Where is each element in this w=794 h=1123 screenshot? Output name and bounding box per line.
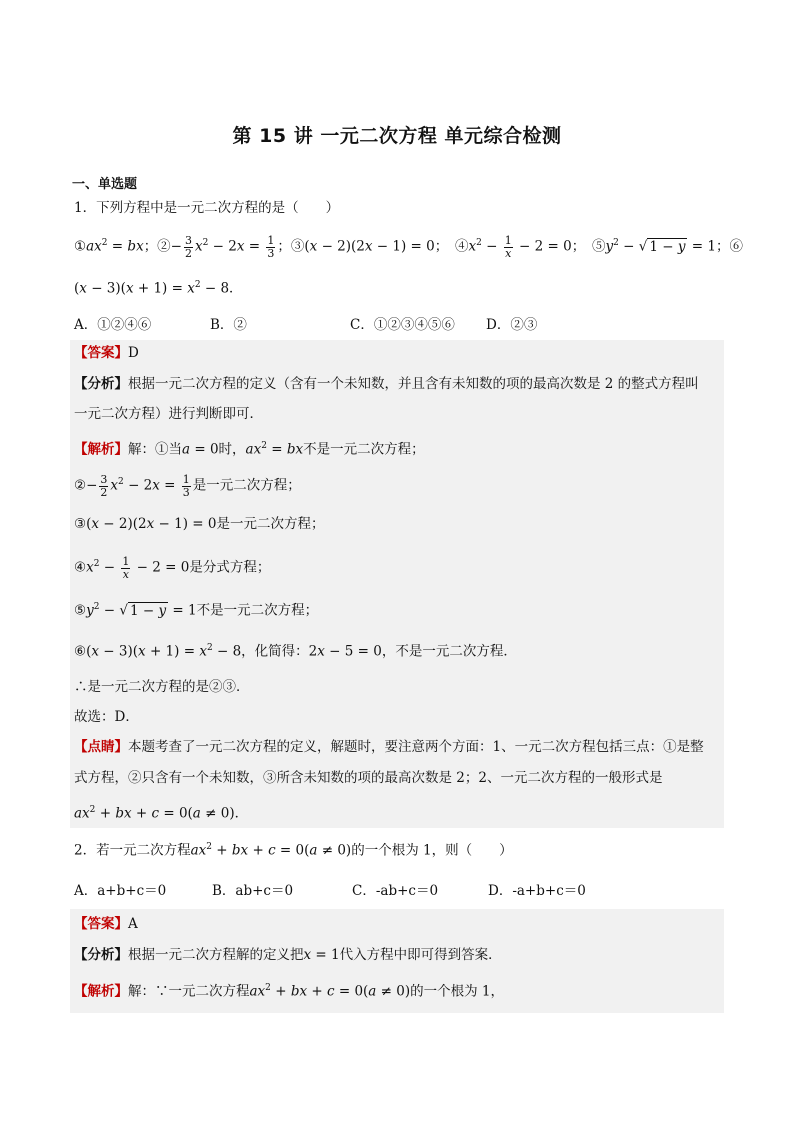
analysis-tag: 【分析】 [74,947,128,963]
q1-solution-1: 【解析】解：①当a = 0时，$ax^2$ = bx不是一元二次方程； [74,441,425,458]
q1-equations-line-2: $(x - 3)(x + 1) = x^2 - 8$． [74,280,243,297]
q2-option-c[interactable]: C．-ab+c＝0 [352,883,439,899]
q1-solution-6: ⑥(x − $3)(x + 1) = x^2 - 8$，化简得：2x − 5 = 0，不是一元二次方程． [74,643,517,660]
q1-analysis-1 [74,374,699,394]
q1-options [74,313,537,333]
q1-solution-2: ②− $\frac{3}{2}$ $x^2 - 2x$ = $\frac{1}{3}$ 是一元二次方程； [74,472,301,499]
solution-pre: 解：∵一元二次方程 [128,983,250,1000]
q1-stem: 1．下列方程中是一元二次方程的是（ ） [74,200,340,216]
q2-analysis: 【分析】根据一元二次方程解的定义把x = 1代入方程中即可得到答案． [74,947,502,963]
q2-option-d[interactable]: D．-a+b+c＝0 [488,883,586,899]
comment-3-tail: ． [234,805,249,822]
s2-tail: 是一元二次方程； [192,477,301,494]
q1-answer [74,343,139,363]
q1-solution-4: $④x^2$ − $\frac{1}{x}$ − 2 = 0是分式方程； [74,554,271,581]
analysis-post: 代入方程中即可得到答案． [339,947,502,963]
q2-stem-pre: 2．若一元二次方程 [74,842,191,859]
q1-comment-2: 式方程，②只含有一个未知数，③所含未知数的项的最高次数是 2；2、一元二次方程的一般形式是 [74,770,663,786]
solution-post: 的一个根为 1， [410,983,504,1000]
q2-answer-block [70,909,724,1013]
q1-comment-1 [74,737,704,757]
s5-tail: 不是一元二次方程； [196,602,319,619]
s3-tail: 是一元二次方程； [216,516,325,532]
comment-text-1: 本题考查了一元二次方程的定义，解题时，要注意两个方面：1、一元二次方程包括三点：①是整 [128,739,704,755]
q1-option-d[interactable]: D．②③ [486,317,538,333]
q1-comment-3: $ax^2$ + bx + c = 0(a ≠ 0)． [74,805,249,822]
q2-option-b[interactable]: B．ab+c＝0 [212,883,294,899]
answer-tag: 【答案】 [74,916,128,932]
q1-analysis-2: 一元二次方程）进行判断即可． [74,406,263,422]
q2-solution: 【解析】解：∵一元二次方程$ax^2$ + bx + c = 0(a ≠ 0)的一个根为 1， [74,983,504,1000]
q1-choice: 故选：D． [74,709,139,725]
answer-value: A [128,916,138,932]
analysis-tag: 【分析】 [74,376,128,392]
q2-option-a[interactable]: A．a+b+c＝0 [74,883,167,899]
q1-option-a[interactable]: A．①②④⑥ [74,317,152,333]
q2-options [74,879,586,899]
q2-stem: 2．若一元二次方程$ax^2$ + bx + c = 0(a ≠ 0)的一个根为 1，则（ ） [74,842,513,859]
comment-tag: 【点睛】 [74,739,128,755]
s1-tail: 不是一元二次方程； [303,441,425,458]
answer-value: D [128,345,139,361]
q1-option-b[interactable]: B．② [210,317,247,333]
solution-intro: 解：①当 [128,441,182,458]
s6-tail: ，不是一元二次方程． [381,643,517,660]
answer-tag: 【答案】 [74,345,128,361]
analysis-text: 根据一元二次方程的定义（含有一个未知数，并且含有未知数的项的最高次数是 2 的整式方程叫 [128,376,699,392]
q1-answer-block [70,340,724,828]
q1-solution-5: $⑤y^2$ − √ 1 − y = 1不是一元二次方程； [74,602,319,619]
q2-answer [74,914,138,934]
q1-solution-3: ③(x − 2)(2x − 1) = 0是一元二次方程； [74,516,325,532]
q1-conclusion: ∴是一元二次方程的是②③． [74,679,250,695]
section-heading: 一、单选题 [72,177,138,192]
solution-tag: 【解析】 [74,441,128,458]
page-title: 第 15 讲 一元二次方程 单元综合检测 [232,125,562,147]
solution-tag: 【解析】 [74,983,128,1000]
s4-tail: 是分式方程； [189,559,271,576]
analysis-pre: 根据一元二次方程解的定义把 [128,947,304,963]
q2-stem-post: 的一个根为 1，则（ ） [351,842,513,859]
q1-option-c[interactable]: C．①②③④⑤⑥ [350,317,455,333]
s6-mid: ，化简得： [241,643,309,660]
q1-equations-line-1: $①ax^2$ = bx；②− $\frac{3}{2}$ $x^2 - 2x$ = $\frac{1}{3}$ ；③(x − 2)(2x − 1) = 0； $④x^2$ − $\frac{1}{x}$ − 2 = 0； $⑤y^2$ − √ 1 − y = 1；⑥ [74,233,743,260]
